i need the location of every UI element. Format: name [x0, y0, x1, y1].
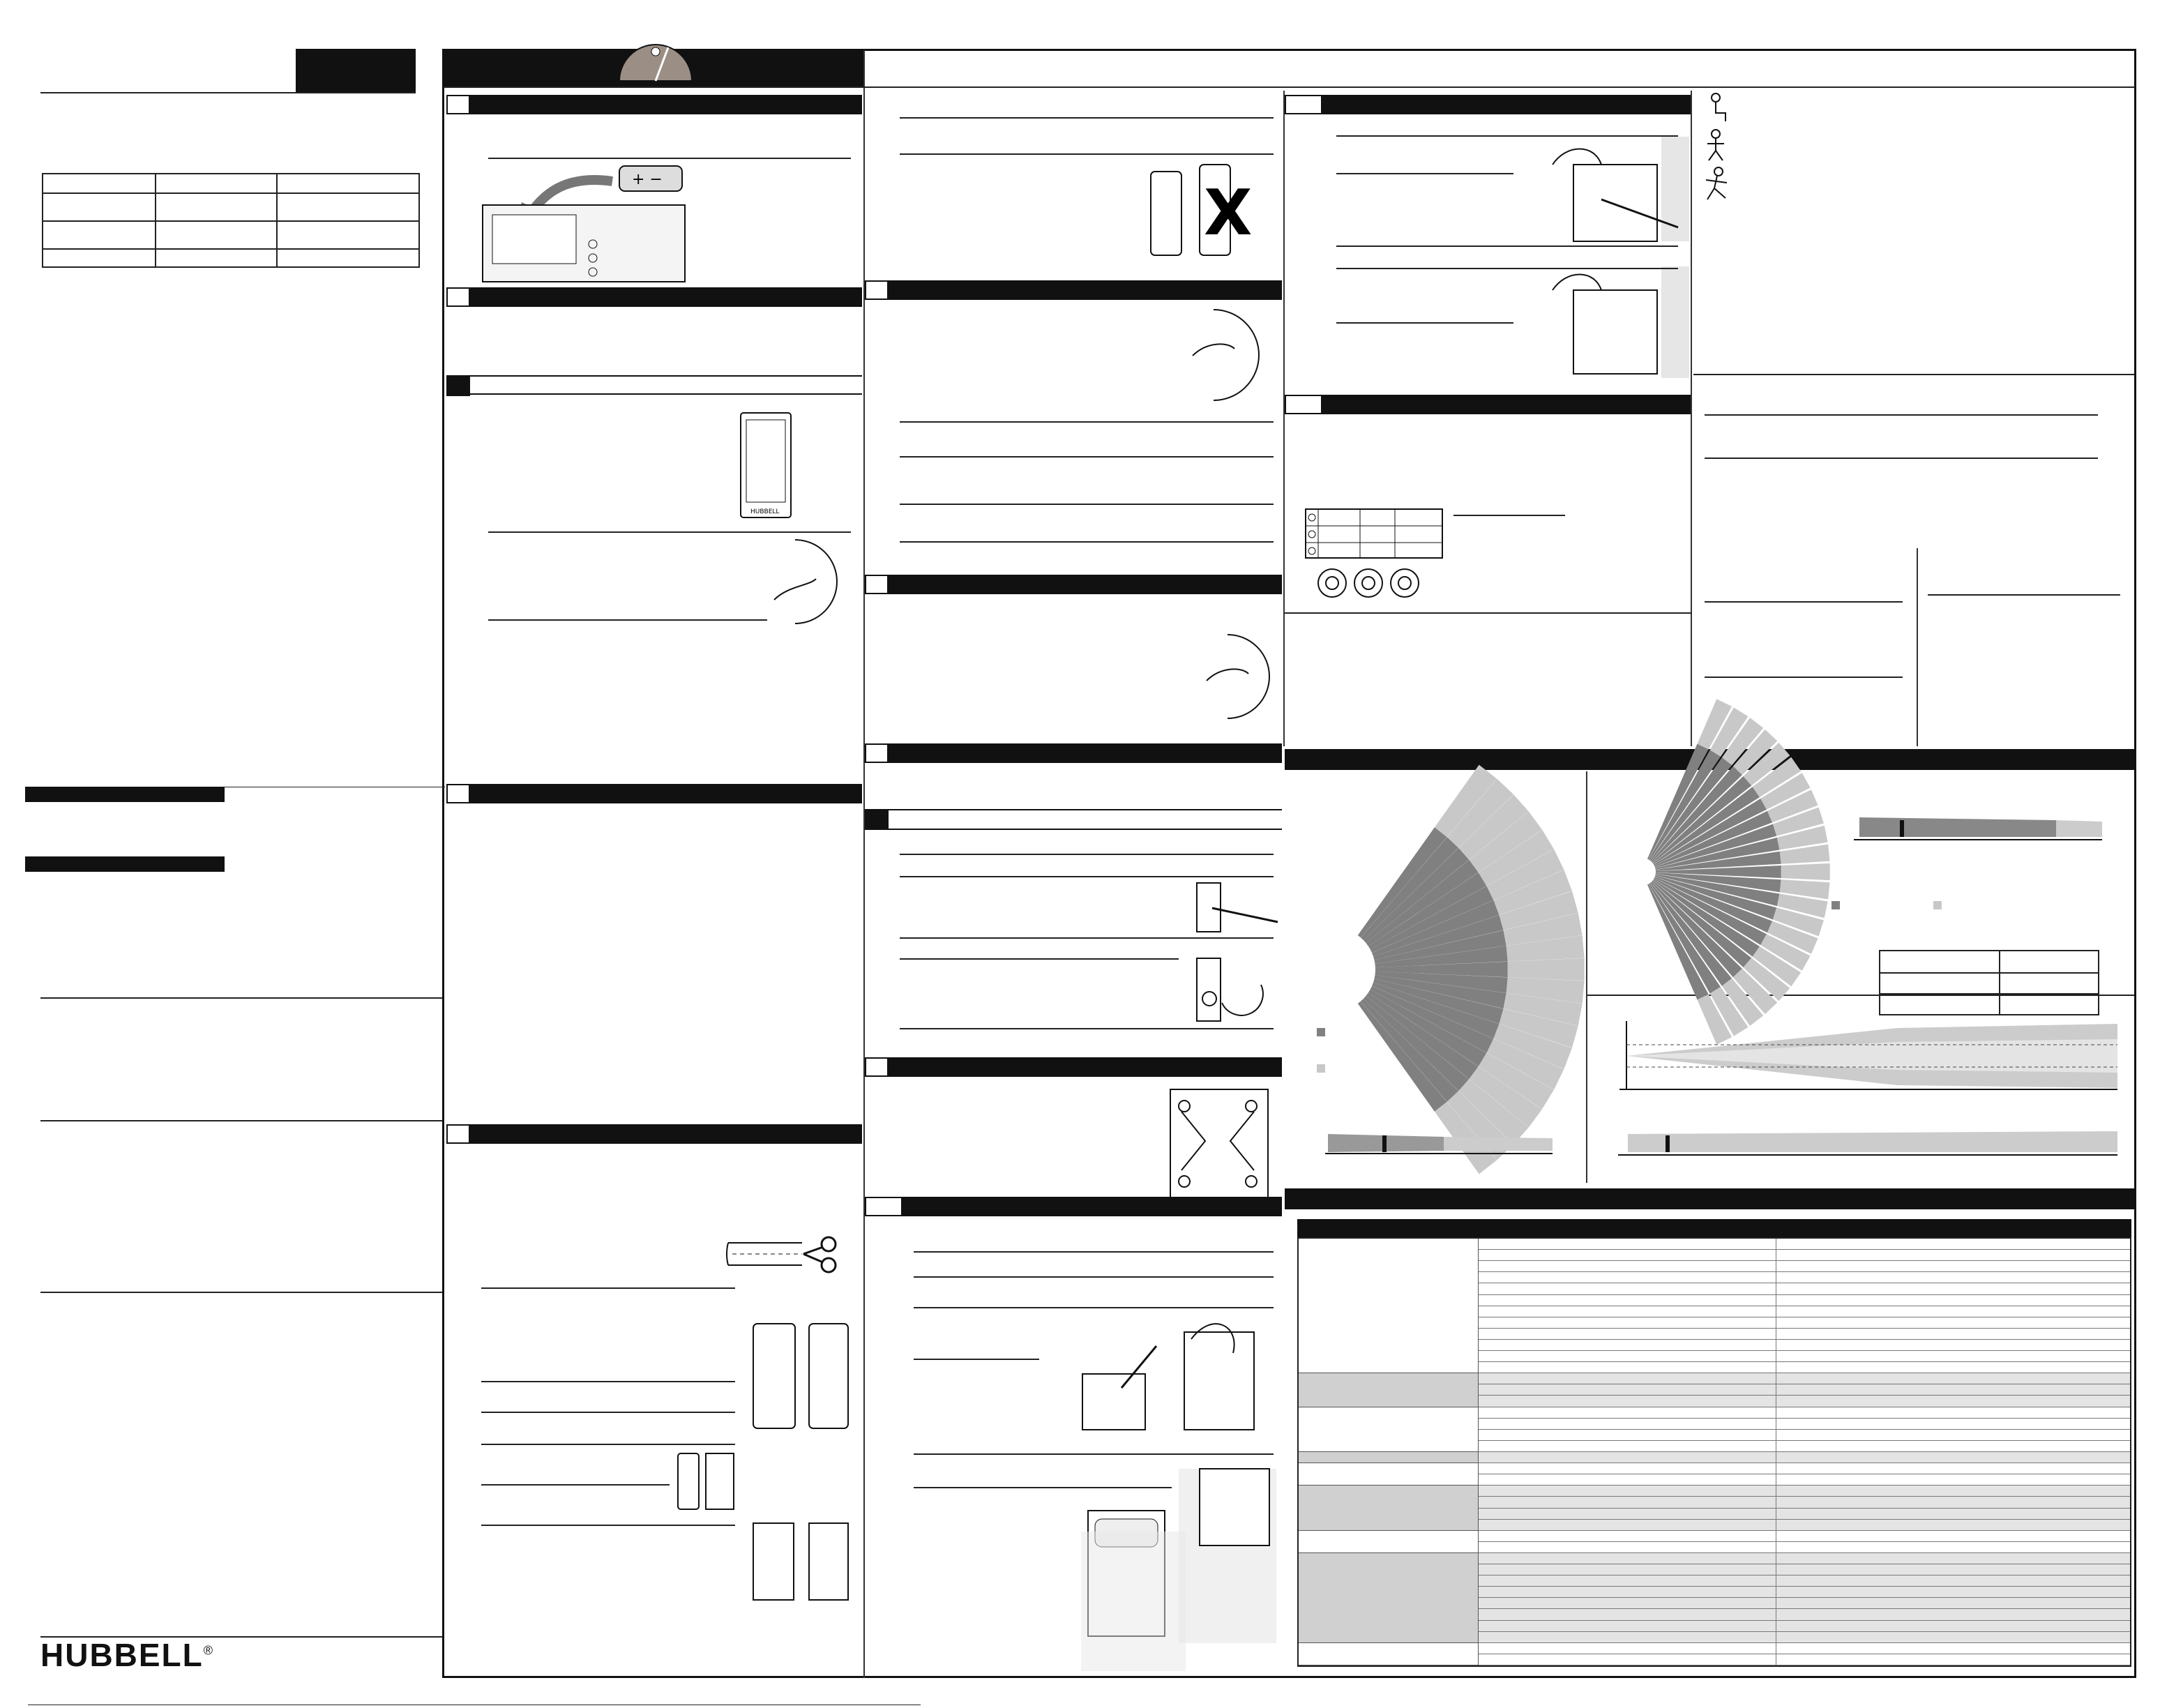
table-row — [1479, 1632, 2130, 1643]
table-row — [1479, 1407, 2130, 1419]
rule — [900, 958, 1179, 960]
corridor-coverage-top-view — [1618, 1021, 2120, 1091]
rule — [1336, 322, 1513, 324]
rule — [900, 421, 1274, 423]
rule — [1285, 612, 1692, 614]
table-row — [1479, 1396, 2130, 1407]
table-row — [1479, 1621, 2130, 1632]
coverage-fan-pattern-narrow — [1632, 788, 1834, 955]
narrow-fan-light-ray — [1781, 863, 1830, 880]
motion-icons-legend — [1706, 88, 1734, 206]
table-row — [1479, 1575, 2130, 1587]
coverage-side-view-wide — [1325, 1127, 1555, 1155]
table-row — [1479, 1239, 2130, 1250]
rule — [1705, 601, 1903, 603]
rule — [1928, 594, 2120, 596]
table-row — [1479, 1564, 2130, 1575]
device-label: HUBBELL — [750, 508, 780, 515]
table-row — [1479, 1317, 2130, 1329]
rule — [488, 531, 851, 533]
table-row — [1479, 1542, 2130, 1553]
gauge-icon — [614, 39, 697, 88]
table-row — [1479, 1441, 2130, 1452]
rule — [914, 1359, 1039, 1360]
header-title-block — [296, 49, 416, 92]
specifications-section-bar — [1285, 1188, 2136, 1209]
dial-adjust-diagram-2 — [1200, 632, 1276, 723]
step-bar-1 — [446, 95, 862, 114]
step-number-box — [446, 287, 470, 307]
table-row — [1479, 1531, 2130, 1542]
table-row — [1479, 1474, 2130, 1486]
table-row — [1479, 1329, 2130, 1340]
hubbell-logo-text: HUBBELL — [40, 1637, 204, 1673]
coverage-side-view-narrow — [1854, 808, 2105, 842]
spec-group-label-cell — [1299, 1373, 1479, 1407]
bracket-diagram — [675, 1451, 738, 1520]
spec-group-label-cell — [1299, 1486, 1479, 1530]
battery-install-diagram — [480, 153, 689, 286]
step-bar-13 — [1285, 395, 1691, 414]
step-bar-2 — [446, 287, 862, 307]
step-number-box — [865, 1197, 902, 1216]
rule — [481, 1444, 735, 1445]
coverage-table — [1879, 950, 2099, 1015]
table-row — [1479, 1486, 2130, 1497]
table-row — [1479, 1609, 2130, 1620]
corridor-coverage-side-view — [1618, 1126, 2120, 1156]
step-number-box — [865, 810, 889, 830]
rule — [900, 854, 1274, 855]
wide-fan-light-ray — [1508, 958, 1585, 981]
step-bar-4 — [446, 784, 862, 803]
table-row — [1479, 1306, 2130, 1317]
rule — [1705, 458, 2098, 459]
sensor-mounted-diagram — [1067, 1462, 1276, 1671]
table-row — [1479, 1362, 2130, 1373]
spec-group-label-cell — [1299, 1643, 1479, 1665]
registered-mark: ® — [203, 1643, 215, 1658]
step-number-box — [1285, 95, 1322, 114]
step-bar-7 — [865, 575, 1282, 594]
divider-rule-1 — [40, 997, 442, 999]
top-rule — [444, 86, 2135, 88]
sensor-cover-diagram — [739, 411, 795, 523]
table-row — [1479, 1553, 2130, 1564]
section-heading-bar-1 — [25, 787, 225, 802]
rule — [900, 504, 1274, 505]
wallplate-diagram — [1148, 158, 1274, 283]
table-row — [1479, 1430, 2130, 1441]
left-column — [0, 0, 446, 1708]
table-row — [1479, 1272, 2130, 1283]
step-bar-10 — [865, 1057, 1282, 1077]
svg-text:+ −: + − — [632, 171, 663, 188]
dip-switch-diagram — [1304, 508, 1444, 601]
dial-adjust-diagram — [1186, 307, 1269, 405]
step-bar-12 — [1285, 95, 1691, 114]
specifications-table-header — [1297, 1219, 2131, 1237]
rule — [1693, 374, 2134, 375]
table-row — [1479, 1643, 2130, 1654]
table-row — [1479, 1598, 2130, 1609]
spec-group-label-cell — [1299, 1452, 1479, 1463]
divider-rule-3 — [40, 1292, 442, 1293]
header-rule — [40, 92, 416, 93]
table-row — [1479, 1384, 2130, 1396]
table-row — [1479, 1463, 2130, 1474]
hubbell-logo — [40, 1636, 214, 1674]
install-hand-diagram — [1539, 137, 1692, 388]
table-row — [1479, 1340, 2130, 1351]
rule — [1336, 268, 1678, 269]
table-row — [1479, 1283, 2130, 1294]
rule — [900, 153, 1274, 155]
spec-group-label-cell — [1299, 1239, 1479, 1373]
step-number-box — [1285, 395, 1322, 414]
step-number-box — [446, 784, 470, 803]
rule — [900, 937, 1274, 939]
x-mark: X — [1204, 176, 1253, 250]
wiring-install-diagram — [1052, 1318, 1275, 1444]
scissors-icon — [725, 1229, 844, 1278]
rule — [481, 1484, 670, 1486]
step-number-box — [865, 1057, 889, 1077]
table-row — [1479, 1250, 2130, 1261]
rule — [900, 1028, 1274, 1029]
rule — [481, 1381, 735, 1382]
spec-group-label-cell — [1299, 1531, 1479, 1553]
rule — [900, 541, 1274, 543]
rule — [1453, 515, 1565, 516]
legend-swatch-light — [1317, 1064, 1325, 1073]
spec-group-label-cell — [1299, 1407, 1479, 1452]
screwdriver-diagram — [1191, 880, 1282, 1034]
rule — [1705, 677, 1903, 678]
coverage-fan-pattern-wide — [1290, 774, 1569, 1151]
table-row — [1479, 1419, 2130, 1430]
spec-group-label-cell — [1299, 1553, 1479, 1643]
table-row — [1479, 1373, 2130, 1384]
section-heading-bar-2 — [25, 856, 225, 872]
step-number-box — [865, 280, 889, 300]
button-press-diagram — [767, 537, 844, 635]
rule — [481, 1525, 735, 1526]
rule — [481, 1412, 735, 1413]
rule — [1336, 173, 1513, 174]
step-number-box — [865, 743, 889, 763]
step-number-box — [446, 377, 470, 396]
step-bar-8 — [865, 743, 1282, 763]
column-divider-2 — [1283, 91, 1285, 746]
rule — [1705, 414, 2098, 416]
rule — [914, 1251, 1274, 1253]
step-bar-3 — [446, 375, 862, 395]
step-number-box — [446, 95, 470, 114]
spec-group-label-cell — [1299, 1463, 1479, 1486]
specifications-table — [1297, 1237, 2131, 1667]
step-bar-9 — [865, 809, 1282, 830]
step-bar-11 — [865, 1197, 1282, 1216]
step-number-box — [865, 575, 889, 594]
table-row — [1479, 1509, 2130, 1520]
rule — [488, 619, 767, 621]
legend-swatch-light-2 — [1933, 901, 1942, 909]
sensor-housing-diagram — [750, 1321, 855, 1600]
rule — [914, 1453, 1274, 1455]
rule — [914, 1276, 1274, 1278]
table-row — [1479, 1497, 2130, 1508]
table-row — [1479, 1261, 2130, 1272]
divider-rule-2 — [40, 1120, 442, 1121]
legend-swatch-dark-2 — [1832, 901, 1840, 909]
rule — [1336, 245, 1678, 247]
rule — [481, 1287, 735, 1289]
step-bar-6 — [865, 280, 1282, 300]
rule — [900, 117, 1274, 119]
rule — [900, 456, 1274, 458]
table-row — [1479, 1587, 2130, 1598]
rule — [900, 876, 1274, 877]
legend-swatch-dark — [1317, 1028, 1325, 1036]
spec-table — [42, 173, 420, 268]
table-row — [1479, 1351, 2130, 1362]
coverage-divider — [1586, 771, 1587, 1183]
table-row — [1479, 1520, 2130, 1531]
step-bar-5 — [446, 1124, 862, 1144]
mounting-bracket-diagram — [1163, 1078, 1282, 1204]
column-divider-4 — [1917, 548, 1918, 746]
table-row — [1479, 1654, 2130, 1665]
table-row — [1479, 1295, 2130, 1306]
step-number-box — [446, 1124, 470, 1144]
table-row — [1479, 1452, 2130, 1463]
rule — [914, 1307, 1274, 1308]
